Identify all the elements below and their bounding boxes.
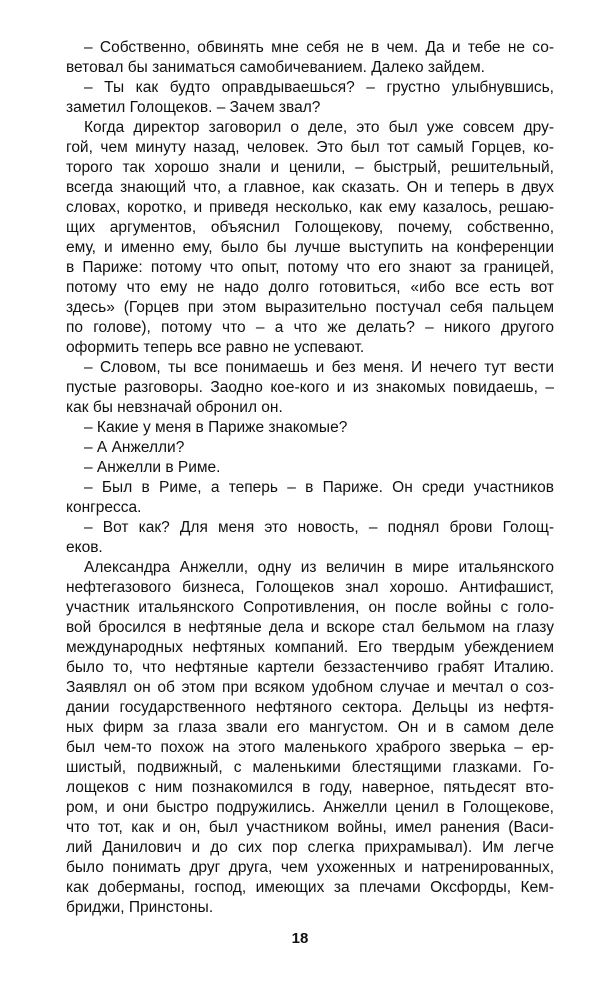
text-line: потому что ему не надо долго готовиться, «ибо все есть вот bbox=[66, 279, 554, 296]
text-line: было понимать друг друга, чем ухоженных и натренированных, bbox=[66, 859, 554, 876]
text-line: – Какие у меня в Париже знакомые? bbox=[84, 419, 348, 436]
text-line: – Был в Риме, а теперь – в Париже. Он среди участников bbox=[84, 479, 554, 496]
text-line: щих аргументов, объяснил Голощекову, почему, собственно, bbox=[66, 219, 554, 236]
text-line: – Вот как? Для меня это новость, – поднял брови Голощ- bbox=[84, 519, 554, 536]
text-line: – Собственно, обвинять мне себя не в чем. Да и тебе не со- bbox=[84, 39, 554, 56]
text-line: Заявлял он об этом при всяком удобном случае и мечтал о соз- bbox=[66, 679, 554, 696]
text-line: торого так хорошо знали и ценили, – быстрый, решительный, bbox=[66, 159, 554, 176]
text-line: что тот, как и он, был участником войны, имел ранения (Васи- bbox=[66, 819, 554, 836]
text-line: Когда директор заговорил о деле, это был уже совсем дру- bbox=[84, 119, 554, 136]
text-line: ром, и они быстро подружились. Анжелли ценил в Голощекове, bbox=[66, 799, 554, 816]
text-line: – Ты как будто оправдываешься? – грустно улыбнувшись, bbox=[84, 79, 554, 96]
text-line: Александра Анжелли, одну из величин в мире итальянского bbox=[84, 559, 554, 576]
text-line: как доберманы, господ, имеющих за плечами Оксфорды, Кем- bbox=[66, 879, 554, 896]
text-line: участник итальянского Сопротивления, он после войны с голо- bbox=[66, 599, 554, 616]
text-line: еков. bbox=[66, 539, 103, 556]
text-line: международных нефтяных компаний. Его твердым убеждением bbox=[66, 639, 554, 656]
text-line: в Париже: потому что опыт, потому что его знают за границей, bbox=[66, 259, 554, 276]
text-line: – А Анжелли? bbox=[84, 439, 185, 456]
text-line: словах, коротко, и приведя несколько, как ему казалось, решаю- bbox=[66, 199, 554, 216]
text-line: лий Данилович и до сих пор слегка прихрамывал). Им легче bbox=[66, 839, 554, 856]
text-line: ему, и именно ему, было бы лучше выступить на конференции bbox=[66, 239, 554, 256]
text-line: был чем-то похож на этого маленького храброго зверька – ер- bbox=[66, 739, 554, 756]
page-number: 18 bbox=[291, 930, 309, 947]
text-line: – Анжелли в Риме. bbox=[84, 459, 221, 476]
text-line: бриджи, Принстоны. bbox=[66, 899, 214, 916]
body-text bbox=[66, 38, 554, 918]
text-line: как бы невзначай обронил он. bbox=[66, 399, 283, 416]
text-line: заметил Голощеков. – Зачем звал? bbox=[66, 99, 321, 116]
text-line: здесь» (Горцев при этом выразительно постучал себя пальцем bbox=[66, 299, 554, 316]
text-line: конгресса. bbox=[66, 499, 142, 516]
text-line: гой, чем минуту назад, человек. Это был тот самый Горцев, ко- bbox=[66, 139, 554, 156]
text-line: вой бросился в нефтяные дела и вскоре стал бельмом на глазу bbox=[66, 619, 554, 636]
text-line: шистый, подвижный, с маленькими блестящими глазками. Го- bbox=[66, 759, 554, 776]
text-line: ных фирм за глаза звали его мангустом. Он и в самом деле bbox=[66, 719, 554, 736]
text-line: по голове), потому что – а что же делать? – никого другого bbox=[66, 319, 554, 336]
text-line: лощеков с ним познакомился в году, наверное, пятьдесят вто- bbox=[66, 779, 554, 796]
text-line: ветовал бы заниматься самобичеванием. Далеко зайдем. bbox=[66, 59, 485, 76]
text-line: всегда знающий что, а главное, как сказать. Он и теперь в двух bbox=[66, 179, 554, 196]
text-line: оформить теперь все равно не успевают. bbox=[66, 339, 365, 356]
text-line: пустые разговоры. Заодно кое-кого и из знакомых повидаешь, – bbox=[66, 379, 554, 396]
text-line: было то, что нефтяные картели беззастенчиво грабят Италию. bbox=[66, 659, 554, 676]
text-line: – Словом, ты все понимаешь и без меня. И нечего тут вести bbox=[84, 359, 554, 376]
text-line: нефтегазового бизнеса, Голощеков знал хорошо. Антифашист, bbox=[66, 579, 554, 596]
text-line: дании государственного нефтяного сектора. Дельцы из нефтя- bbox=[66, 699, 554, 716]
